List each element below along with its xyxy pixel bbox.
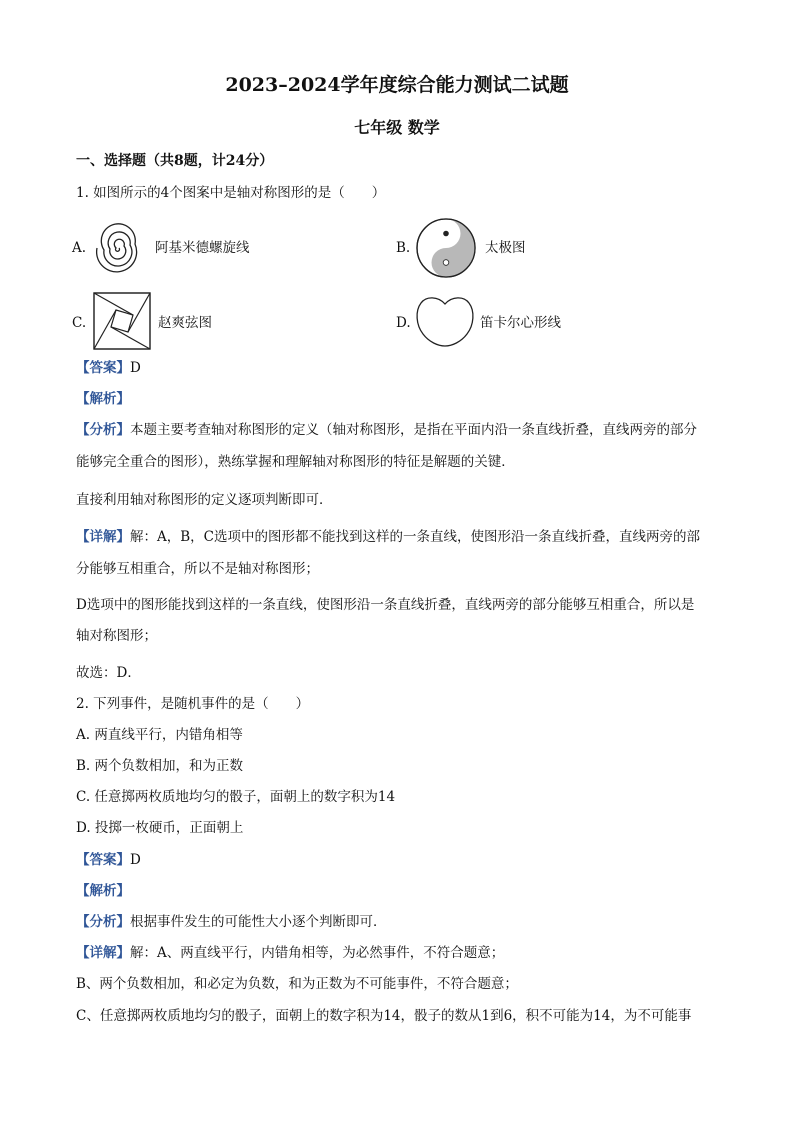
fenxi-text: 本题主要考查轴对称图形的定义（轴对称图形，是指在平面内沿一条直线折叠，直线两旁的部分	[130, 422, 697, 438]
q2-option-b: B. 两个负数相加，和为正数	[76, 758, 244, 774]
q1-stem: 1. 如图所示的4个图案中是轴对称图形的是（ ）	[76, 185, 386, 201]
q1-option-a-letter: A.	[72, 240, 87, 256]
q1-conclusion: 故选：D．	[76, 665, 141, 681]
q1-d-line1: D选项中的图形能找到这样的一条直线，使图形沿一条直线折叠，直线两旁的部分能够互相重合，所以是	[76, 597, 695, 613]
q2-option-a: A. 两直线平行，内错角相等	[76, 727, 243, 743]
answer-value: D	[130, 360, 141, 376]
page-subtitle: 七年级 数学	[354, 118, 440, 137]
q1-xiangjie-line1	[76, 527, 700, 547]
q2-fenxi	[76, 912, 387, 932]
spiral-icon	[92, 222, 146, 274]
q2-analysis-tag: 【解析】	[76, 883, 130, 899]
q1-method: 直接利用轴对称图形的定义逐项判断即可．	[76, 492, 333, 508]
zhao-shuang-diagram-icon	[93, 292, 151, 350]
q1-fenxi-line1	[76, 420, 697, 440]
fenxi-tag: 【分析】	[76, 422, 130, 438]
answer-tag: 【答案】	[76, 360, 130, 376]
q1-xiangjie-line2: 分能够互相重合，所以不是轴对称图形；	[76, 561, 319, 577]
q2-option-d: D. 投掷一枚硬币，正面朝上	[76, 820, 244, 836]
q2-stem: 2. 下列事件，是随机事件的是（ ）	[76, 696, 310, 712]
q1-option-a-caption: 阿基米德螺旋线	[155, 240, 250, 256]
q2-xiangjie-c: C、任意掷两枚质地均匀的骰子，面朝上的数字积为14，骰子的数从1到6，积不可能为14，为不可能事	[76, 1008, 692, 1024]
q1-option-d-caption: 笛卡尔心形线	[480, 315, 561, 331]
q1-analysis-tag: 【解析】	[76, 391, 130, 407]
answer-tag: 【答案】	[76, 852, 130, 868]
q1-answer	[76, 358, 141, 378]
q1-option-c-caption: 赵爽弦图	[158, 315, 212, 331]
q2-xiangjie-b: B、两个负数相加，和必定为负数，和为正数为不可能事件，不符合题意；	[76, 976, 518, 992]
q1-option-d-letter: D.	[396, 315, 411, 331]
taiji-icon	[414, 216, 478, 280]
q2-xiangjie-a	[76, 943, 504, 963]
xiangjie-text: 解：A，B，C选项中的图形都不能找到这样的一条直线，使图形沿一条直线折叠，直线两旁的部	[130, 529, 700, 545]
page-title: 2023–2024学年度综合能力测试二试题	[225, 74, 569, 96]
q1-fenxi-line2: 能够完全重合的图形），熟练掌握和理解轴对称图形的特征是解题的关键．	[76, 454, 515, 470]
section-header: 一、选择题（共8题，计24分）	[76, 153, 274, 169]
q1-option-b-letter: B.	[396, 240, 411, 256]
answer-value: D	[130, 852, 141, 868]
q2-option-c: C. 任意掷两枚质地均匀的骰子，面朝上的数字积为14	[76, 789, 396, 805]
xiangjie-text: 解：A、两直线平行，内错角相等，为必然事件，不符合题意；	[130, 945, 505, 961]
cardioid-icon	[414, 294, 476, 348]
q1-option-c-letter: C.	[72, 315, 87, 331]
fenxi-tag: 【分析】	[76, 914, 130, 930]
xiangjie-tag: 【详解】	[76, 529, 130, 545]
q1-option-b-caption: 太极图	[485, 240, 526, 256]
q2-answer	[76, 850, 141, 870]
fenxi-text: 根据事件发生的可能性大小逐个判断即可．	[130, 914, 387, 930]
q1-d-line2: 轴对称图形；	[76, 628, 157, 644]
xiangjie-tag: 【详解】	[76, 945, 130, 961]
